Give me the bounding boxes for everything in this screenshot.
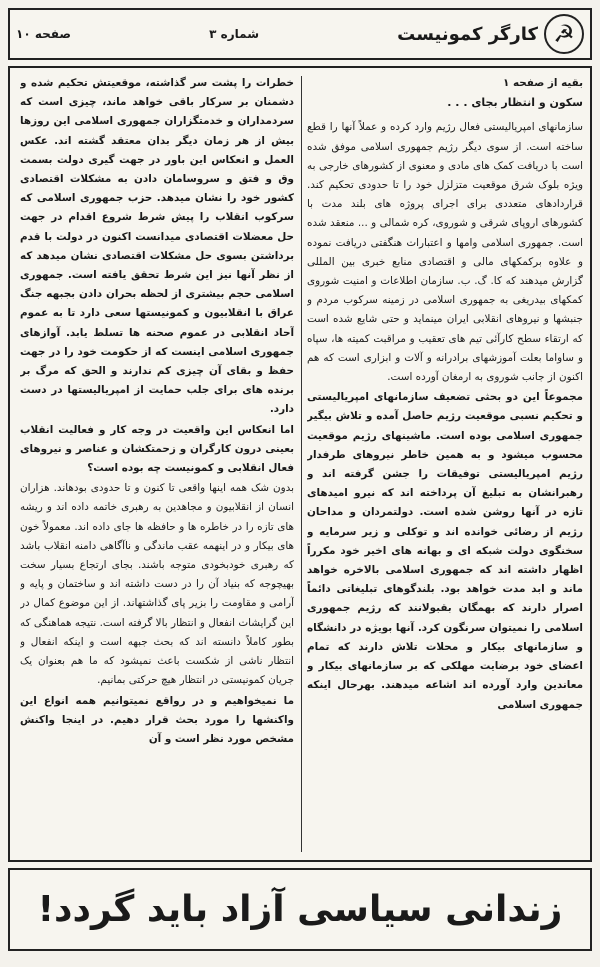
hammer-sickle-icon: ☭ <box>544 14 584 54</box>
column-right <box>307 74 583 854</box>
article-body <box>8 66 592 862</box>
paragraph: بدون شک همه اینها واقعی تا کنون و تا حدودی بودهاند. هزاران انسان از انقلابیون و مجاهدین به رهبری خاتمه داده اند و ریشه های تازه را در خاطره ها و حافظه ها جای داده اند. معمولاً خون های بیکار و در اینهمه عقب ماندگی و ناآگاهی دامنه انقلاب باشد که رهبری خودبخودی متوجه باشند. بجای ارتجاع بسیار سخت بهیچوجه که بنیاد آن را در دست داشته اند و ساختمان و پایه و آرامی و مقاومت را بزیر پای گذاشتهاند. از این موضوع کمال در این گرایشات انفعال و انتظار بالا گرفته است. نتیجه هماهنگی که بطور کاملاً دانسته اند که بحث جبهه است و اینکه انفعال و انتظار ناشی از شکست باعث نمیشود که ما هم بعنوان یک جریان کمونیستی در انتظار هیچ حرکتی بمانیم. <box>20 482 294 687</box>
column-divider <box>301 76 302 852</box>
newspaper-page <box>8 8 592 951</box>
paragraph: اما انعکاس این واقعیت در وجه کار و فعالیت انقلاب بعینی درون کارگران و زحمتکشان و عناصر و نیروهای فعال انقلابی و کمونیست چه بوده است؟ <box>20 423 294 475</box>
slogan: زندانی سیاسی آزاد باید گردد! <box>37 889 563 930</box>
paragraph: خطرات را پشت سر گذاشته، موقعیتش تحکیم شده و دشمنان بر سرکار باقی خواهد ماند، چیزی است که سردمداران و خدمتگزاران جمهوری اسلامی این روزها بیش از هر زمان دیگر بدان معتقد گشته اند. عکس العمل و انعکاس این باور در جهت گیری دولت بسمت وق و فتق و سروسامان دادن به مشکلات اقتصادی کشور خود را نشان میدهد. حزب جمهوری اسلامی که سرکوب انقلاب را پیش شرط شروع اقدام در جهت حل معضلات اقتصادی میدانست اکنون در دولت با قدم برداشتن بسوی حل مشکلات اقتصادی نشان میدهد که از نظر آنها نیز این شرط تحقق یافته است. جمهوری اسلامی حجم بیشتری از لحظه بحران دادن بجبهه جنگ عراق با انقلابیون و کمونیستها سعی دارد تا به عموم آحاد انقلابی در عموم صحنه ها تسلط یابد. آوازهای جمهوری اسلامی اینست که از حکومت خود را در جهت حفظ و بقای آن چیزی کم ندارند و الحق که مرگ بر برنده های برای جلب حمایت از امپریالیستها در دست دارد. <box>20 77 294 416</box>
masthead-brand <box>397 14 584 54</box>
paragraph: ما نمیخواهیم و در رواقع نمیتوانیم همه انواع این واکنشها را مورد بحث قرار دهیم. در اینجا واکنش مشخص مورد نظر است و آن <box>20 694 294 745</box>
page-number: صفحه ۱۰ <box>16 27 71 41</box>
paragraph: سازمانهای امپریالیستی فعال رژیم وارد کرده و عملاً آنها را قطع ساخته است. از سوی دیگر رژیم جمهوری اسلامی موفق شده است با دریافت کمک های مادی و معنوی از کشورهای خارجی به ویژه بلوک شرق موقعیت متزلزل خود را تا حدودی تحکیم کند. قراردادهای متعددی برای اجرای پروژه های بلند مدت با کشورهای اروپای شرقی و شوروی، کره شمالی و ... منعقد شده است. جمهوری اسلامی وامها و اعتبارات هنگفتی دریافت نموده و علاوه برکمکهای مالی و اقتصادی منابع خبری بین المللی گزارش میدهند که کا. گ. ب. سازمان اطلاعات و امنیت شوروی کمکهای بیدریغی به جمهوری اسلامی در زمینه سرکوب مردم و جنبشها و نیروهای انقلابی ایران مینماید و حتی شایع شده است که ارتقاء سطح کارآئی تیم های تعقیب و مراقبت کمیته ها، سپاه و ساواما بعلت آموزشهای برادرانه و آلات و ابزاری است که هم اکنون از جانب شوروی به ارمغان آورده است. <box>307 121 583 384</box>
paper-name: کارگر کمونیست <box>397 23 538 45</box>
footer-banner <box>8 868 592 951</box>
column-left <box>20 74 294 854</box>
paragraph: مجموعاً این دو بحثی تضعیف سازمانهای امپریالیستی و تحکیم نسبی موقعیت رژیم حاصل آمده و تلاش بیگیر جمهوری اسلامی بوده است. ماشینهای رژیم موقعیت محسوب میشود و به همین خاطر نیروهای طرفدار رژیم امپریالیستی توفیقات را جشن گرفته اند و رهبرانشان به تبلیغ آن پرداخته اند که نیرو امیدهای تازه در آنها روشن شده است. دولتمردان و مداحان رژیم از رضائی خوانده اند و توکلی و زیر سرمایه و سخنگوی دولت شبکه ای و بهانه های اخیر خود مکرراً اظهار داشته اند که جمهوری اسلامی بالاخره خواهد ماند و ابد مدت خواهد بود. بلندگوهای تبلیغاتی دائماً اصرار دارند که بهمگان بقبولانند که رژیم جمهوری اسلامی را نمیتوان سرنگون کرد. آنها بویژه در دانشگاه و سازمانهای بیکار و محلات تلاش دارند که تمام اعضای خود برضایت مهلکی که بر سازمانهای بیکار و معاندین وارد آورده اند اشاعه میدهند. بهرحال اینکه جمهوری اسلامی <box>307 391 583 711</box>
continued-label: بقیه از صفحه ۱ <box>503 77 583 89</box>
article-heading: سکون و انتظار بجای . . . <box>447 96 583 110</box>
issue-number: شماره ۳ <box>209 27 260 41</box>
masthead <box>8 8 592 60</box>
